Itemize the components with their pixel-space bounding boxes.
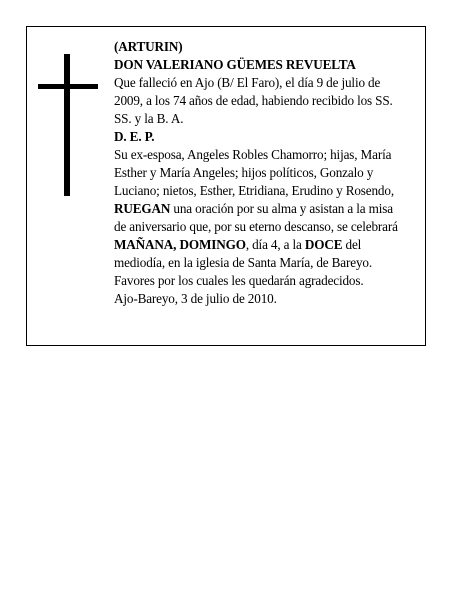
place-line: mediodía, en la iglesia de Santa María, de Bareyo.	[114, 255, 372, 270]
nickname: (ARTURIN)	[114, 39, 183, 54]
mass-line: de aniversario que, por su eterno descanso, se celebrará	[114, 219, 398, 234]
request-line	[114, 200, 420, 218]
cross-horizontal-bar	[38, 84, 98, 89]
cross-vertical-bar	[64, 54, 70, 196]
day-line	[114, 236, 420, 254]
death-line-2: 2009, a los 74 años de edad, habiendo recibido los SS.	[114, 93, 393, 108]
request-rest: una oración por su alma y asistan a la misa	[170, 201, 393, 216]
thanks-line: Favores por los cuales les quedarán agradecidos.	[114, 273, 364, 288]
cross-icon	[38, 54, 98, 196]
family-line-2: Esther y María Angeles; hijos políticos, Gonzalo y	[114, 165, 374, 180]
ruegan-word: RUEGAN	[114, 201, 171, 216]
date-line: Ajo-Bareyo, 3 de julio de 2010.	[114, 291, 277, 306]
deceased-name: DON VALERIANO GÜEMES REVUELTA	[114, 57, 356, 72]
rip-heading: D. E. P.	[114, 129, 155, 144]
day-mid: , día 4, a la	[245, 237, 305, 252]
time-bold: DOCE	[304, 237, 343, 252]
death-line-1: Que falleció en Ajo (B/ El Faro), el día 9 de julio de	[114, 75, 381, 90]
day-end: del	[342, 237, 362, 252]
day-bold: MAÑANA, DOMINGO	[114, 237, 246, 252]
death-line-3: SS. y la B. A.	[114, 111, 184, 126]
family-line-1: Su ex-esposa, Angeles Robles Chamorro; hijas, María	[114, 147, 392, 162]
obituary-text	[114, 38, 420, 308]
family-line-3: Luciano; nietos, Esther, Etridiana, Erudino y Rosendo,	[114, 183, 394, 198]
